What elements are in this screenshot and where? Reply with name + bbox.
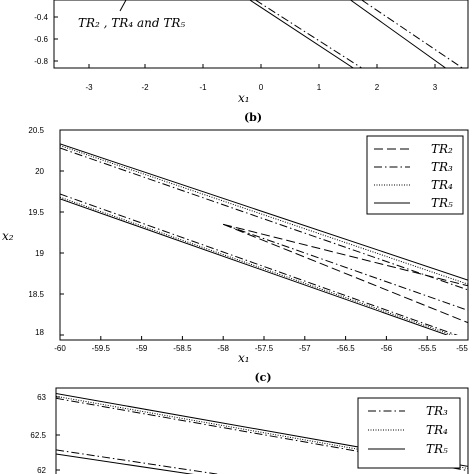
b-xtick-label: -59 [135,344,148,353]
panel-b [2,126,468,384]
b-legend-label-tr2: TR₂ [431,142,453,156]
series-line-curve-1 [250,0,353,68]
top-ytick-label: -0.6 [34,35,48,44]
b-ytick-label: 20 [35,167,44,176]
b-ytick-label: 20.5 [28,126,44,135]
b-xtick-label: -58 [217,344,229,353]
annotation-pointer [120,0,126,11]
b-legend-label-tr5: TR₅ [431,196,453,210]
top-xtick-label: -2 [141,83,149,92]
b-xtick-label: -55.5 [418,344,437,353]
top-xtick-label: 0 [258,83,264,92]
b-ytick-label: 19 [35,249,44,258]
panel-top-lines [250,0,463,68]
b-xtick-label: -60 [54,344,66,353]
b-xtick-label: -59.5 [91,344,110,353]
b-xlabel: x₁ [238,351,250,365]
b-legend-label-tr3: TR₃ [431,160,453,174]
b-xtick-label: -58.5 [173,344,192,353]
annotation-label: TR₂ , TR₄ and TR₅ [78,16,186,30]
b-ytick-label: 18 [35,328,44,337]
c-ytick-label: 62 [37,466,46,474]
b-xtick-label: -55 [456,344,468,353]
c-ytick-label: 62.5 [30,431,46,440]
b-xtick-label: -56.5 [336,344,355,353]
b-ytick-label: 19.5 [28,208,44,217]
series-line-curve-0 [255,0,361,68]
b-xtick-label: -57 [299,344,311,353]
panel-top-frame [54,0,468,68]
panel-b-xticks [54,336,468,353]
top-xtick-label: 2 [374,83,380,92]
top-xtick-label: -1 [199,83,207,92]
series-line-curve-3 [351,0,446,68]
b-ylabel: x₂ [2,229,14,243]
b-xtick-label: -57.5 [254,344,274,353]
top-ytick-label: -0.8 [34,57,48,66]
b-xtick-label: -56 [380,344,393,353]
top-xlabel: x₁ [238,91,250,105]
panel-c-legend [358,398,460,468]
panel-c [30,388,468,474]
c-legend-label-tr5: TR₅ [426,442,448,456]
c-legend-label-tr4: TR₄ [426,423,448,437]
series-line-tr4-6 [60,197,468,341]
panel-top [34,0,468,124]
panel-b-caption: (b) [243,111,263,124]
panel-b-yticks [28,126,64,337]
panel-c-caption: (c) [254,371,272,384]
top-xtick-label: 1 [316,83,322,92]
series-line-tr2-1 [223,224,468,285]
panel-b-legend [367,136,463,214]
b-legend-label-tr4: TR₄ [431,178,453,192]
series-line-tr3-3 [60,194,468,339]
top-xtick-label: -3 [85,83,93,92]
top-xtick-label: 3 [432,83,438,92]
c-legend-label-tr3: TR₃ [426,404,448,418]
top-ytick-label: -0.4 [34,13,48,22]
series-line-curve-2 [362,0,463,68]
c-ytick-label: 63 [37,393,46,402]
b-ytick-label: 18.5 [28,290,44,299]
